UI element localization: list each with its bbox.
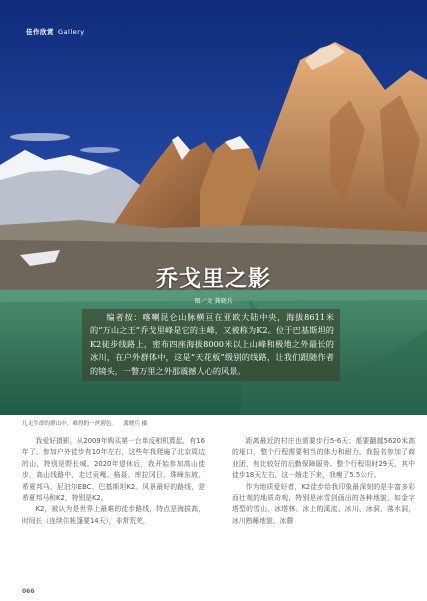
photo-credit: 龚晓兵 摄	[123, 421, 148, 427]
page-number: 066	[22, 588, 35, 595]
body-paragraph: 距离最近的村庄也需要步行5-6天；需要翻越5620米高的垭口，整个行程需要相当的体力和耐力。我报名参加了商业团，有比较好的后勤保障服务。整个行程用时29天，其中徒步18天左右，这一趟走下来，我瘦了5.5公斤。	[232, 437, 415, 480]
article-title: 乔戈里之影	[155, 266, 271, 292]
body-column-right	[232, 436, 415, 527]
body-paragraph: 我爱好摄影，从2009年购买第一台单反相机算起，有16年了。参加户外徒步有10年左右，这些年我爬遍了北京周边的山，特别是野长城。2020年退休后，我开始参加高山徒步，高山线路中，走过贡嘎、格聂、库拉冈日、珠峰东坡、希夏邦马、尼泊尔EBC、巴基斯坦K2。风景最好的路线，是希夏邦马和K2，特别是K2。	[22, 437, 205, 503]
section-tag	[26, 27, 85, 36]
photo-caption	[22, 419, 147, 427]
section-tag-en: Gallery	[58, 28, 85, 36]
body-paragraph: 作为地质爱好者，K2徒步给我印象最深刻的是丰富多彩而壮观的地质奇观，特别是冰雪剑画出的各种地貌，如金字塔型的雪山、冰塔林、冰上的溪流、冰川、冰洞、落水洞，冰川熟睡地貌、冰蘑	[232, 482, 415, 525]
article-byline: 图／文 龚晓兵	[194, 298, 233, 305]
section-tag-zh: 佳作欣赏	[26, 28, 54, 36]
editor-note: 编者按：喀喇昆仑山脉横亘在亚欧大陆中央，海拔8611米的“万山之王”乔戈里峰是它的主峰，又被称为K2。位于巴基斯坦的K2徒步线路上，密布四座海拔8000米以上山峰和极地之外最长的冰川，在户外群体中，这是“天花板”级别的线路，让我们跟随作者的镜头，一瞥万里之外那震撼人心的风景。	[90, 312, 334, 376]
body-paragraph: K2，被认为是世界上最难的徒步路线，特点是海拔高，时间长（连续住帐篷要14天），非常荒芜，	[22, 505, 205, 525]
body-column-left	[22, 436, 205, 527]
photo-caption-text: 几无生命的群山中，难得的一丝碧色。	[22, 421, 118, 427]
